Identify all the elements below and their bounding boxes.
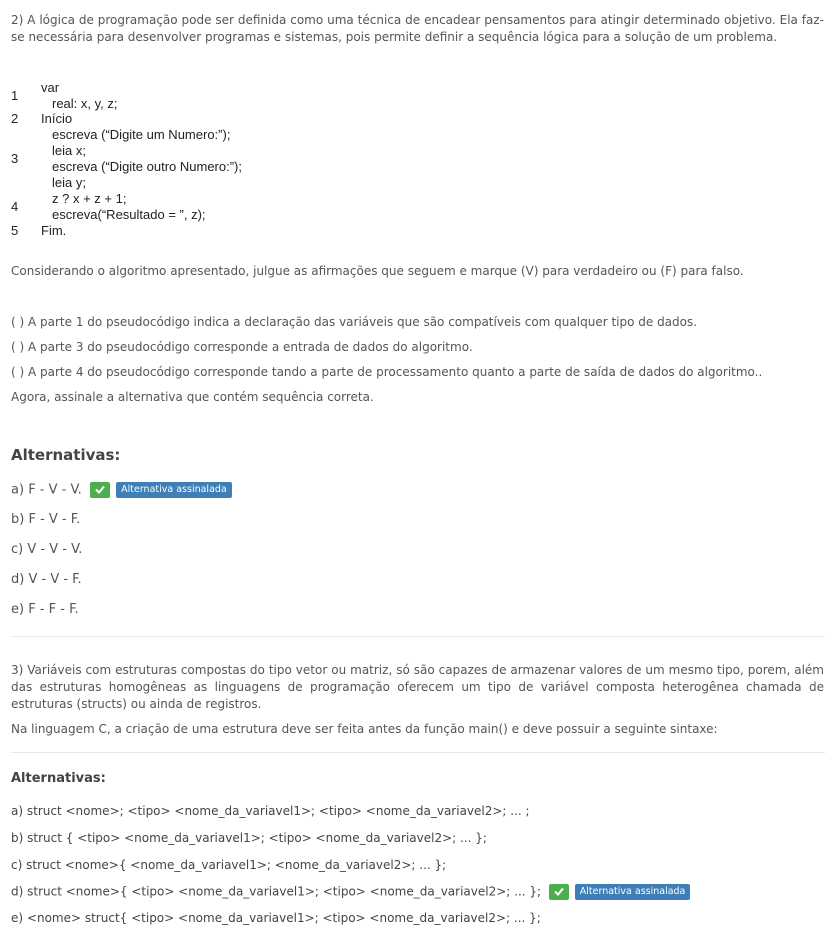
q2-intro: 2) A lógica de programação pode ser definida como uma técnica de encadear pensamentos para atingir determinado objetivo. Ela faz-se necessária para desenvolver programas e sistemas, pois permite definir a sequência lógica para a solução de um problema. xyxy=(11,13,824,44)
statement: ( ) A parte 4 do pseudocódigo corresponde tando a parte de processamento quanto a parte de saída de dados do algoritmo.. xyxy=(11,365,763,379)
alternative-letter: d) xyxy=(11,884,24,899)
q2-alternatives-title: Alternativas: xyxy=(11,446,121,464)
q3-alternatives-title: Alternativas: xyxy=(11,771,106,786)
code-line: Fim. xyxy=(41,223,67,238)
code-part-number: 3 xyxy=(11,151,19,166)
q2-alternative-d[interactable] xyxy=(11,572,82,587)
check-icon xyxy=(549,884,569,900)
divider xyxy=(11,636,825,637)
alternative-letter: b) xyxy=(11,512,25,527)
alternative-letter: a) xyxy=(11,482,25,498)
code-part-number: 5 xyxy=(11,223,19,238)
q3-alternative-c[interactable] xyxy=(11,858,446,872)
alternative-text: struct <nome>{ <nome_da_variavel1>; <nome_da_variavel2>; ... }; xyxy=(26,858,447,872)
code-line: escreva(“Resultado = ”, z); xyxy=(52,207,206,222)
alternative-text: struct <nome>; <tipo> <nome_da_variavel1>; <tipo> <nome_da_variavel2>; ... ; xyxy=(26,804,530,818)
code-part-number: 2 xyxy=(11,111,19,126)
code-line: leia y; xyxy=(52,175,86,190)
alternative-letter: e) xyxy=(11,911,24,925)
alternative-letter: c) xyxy=(11,858,23,872)
statement: ( ) A parte 3 do pseudocódigo corresponde a entrada de dados do algoritmo. xyxy=(11,340,473,354)
code-line: leia x; xyxy=(52,143,86,158)
q2-alternative-a[interactable] xyxy=(11,482,232,498)
statement: ( ) A parte 1 do pseudocódigo indica a declaração das variáveis que são compatíveis com qualquer tipo de dados. xyxy=(11,315,698,329)
alternative-letter: e) xyxy=(11,602,25,617)
q3-alternative-b[interactable] xyxy=(11,831,487,845)
q3-syntax-intro: Na linguagem C, a criação de uma estrutura deve ser feita antes da função main() e deve possuir a seguinte sintaxe: xyxy=(11,722,718,736)
alternative-letter: c) xyxy=(11,542,24,557)
q3-intro: 3) Variáveis com estruturas compostas do tipo vetor ou matriz, só são capazes de armazenar valores de um mesmo tipo, porem, além das estruturas homogêneas as linguagens de programação oferecem um tipo de variável composta heterogênea chamada de estruturas (structs) ou ainda de registros. xyxy=(11,663,824,711)
alternative-text: V - V - V. xyxy=(27,542,83,557)
alternative-text: struct <nome>{ <tipo> <nome_da_variavel1>; <tipo> <nome_da_variavel2>; ... }; xyxy=(27,884,542,899)
q3-alternative-d[interactable] xyxy=(11,884,690,900)
code-line: escreva (“Digite um Numero:”); xyxy=(52,127,231,142)
code-part-number: 4 xyxy=(11,199,19,214)
code-part-number: 1 xyxy=(11,88,19,103)
selected-answer-badge: Alternativa assinalada xyxy=(116,482,232,498)
alternative-text: V - V - F. xyxy=(28,572,82,587)
q2-consider-text: Considerando o algoritmo apresentado, julgue as afirmações que seguem e marque (V) para verdadeiro ou (F) para falso. xyxy=(11,264,744,278)
q2-instruction: Agora, assinale a alternativa que contém sequência correta. xyxy=(11,390,374,404)
q3-alternative-e[interactable] xyxy=(11,911,541,925)
code-line: z ? x + z + 1; xyxy=(52,191,127,206)
alternative-text: F - V - F. xyxy=(28,512,81,527)
code-line: Início xyxy=(41,111,73,126)
q3-alternative-a[interactable] xyxy=(11,804,530,818)
q2-alternative-e[interactable] xyxy=(11,602,79,617)
alternative-text: struct { <tipo> <nome_da_variavel1>; <tipo> <nome_da_variavel2>; ... }; xyxy=(27,831,487,845)
selected-answer-badge: Alternativa assinalada xyxy=(575,884,691,900)
alternative-letter: a) xyxy=(11,804,24,818)
alternative-letter: d) xyxy=(11,572,25,587)
code-line: escreva (“Digite outro Numero:”); xyxy=(52,159,242,174)
q2-alternative-b[interactable] xyxy=(11,512,80,527)
divider xyxy=(11,752,825,753)
alternative-text: <nome> struct{ <tipo> <nome_da_variavel1>; <tipo> <nome_da_variavel2>; ... }; xyxy=(26,911,541,925)
alternative-text: F - F - F. xyxy=(28,602,79,617)
q2-alternative-c[interactable] xyxy=(11,542,82,557)
check-icon xyxy=(90,482,110,498)
code-line: var xyxy=(41,80,60,95)
alternative-letter: b) xyxy=(11,831,24,845)
code-line: real: x, y, z; xyxy=(52,96,118,111)
alternative-text: F - V - V. xyxy=(28,482,82,498)
